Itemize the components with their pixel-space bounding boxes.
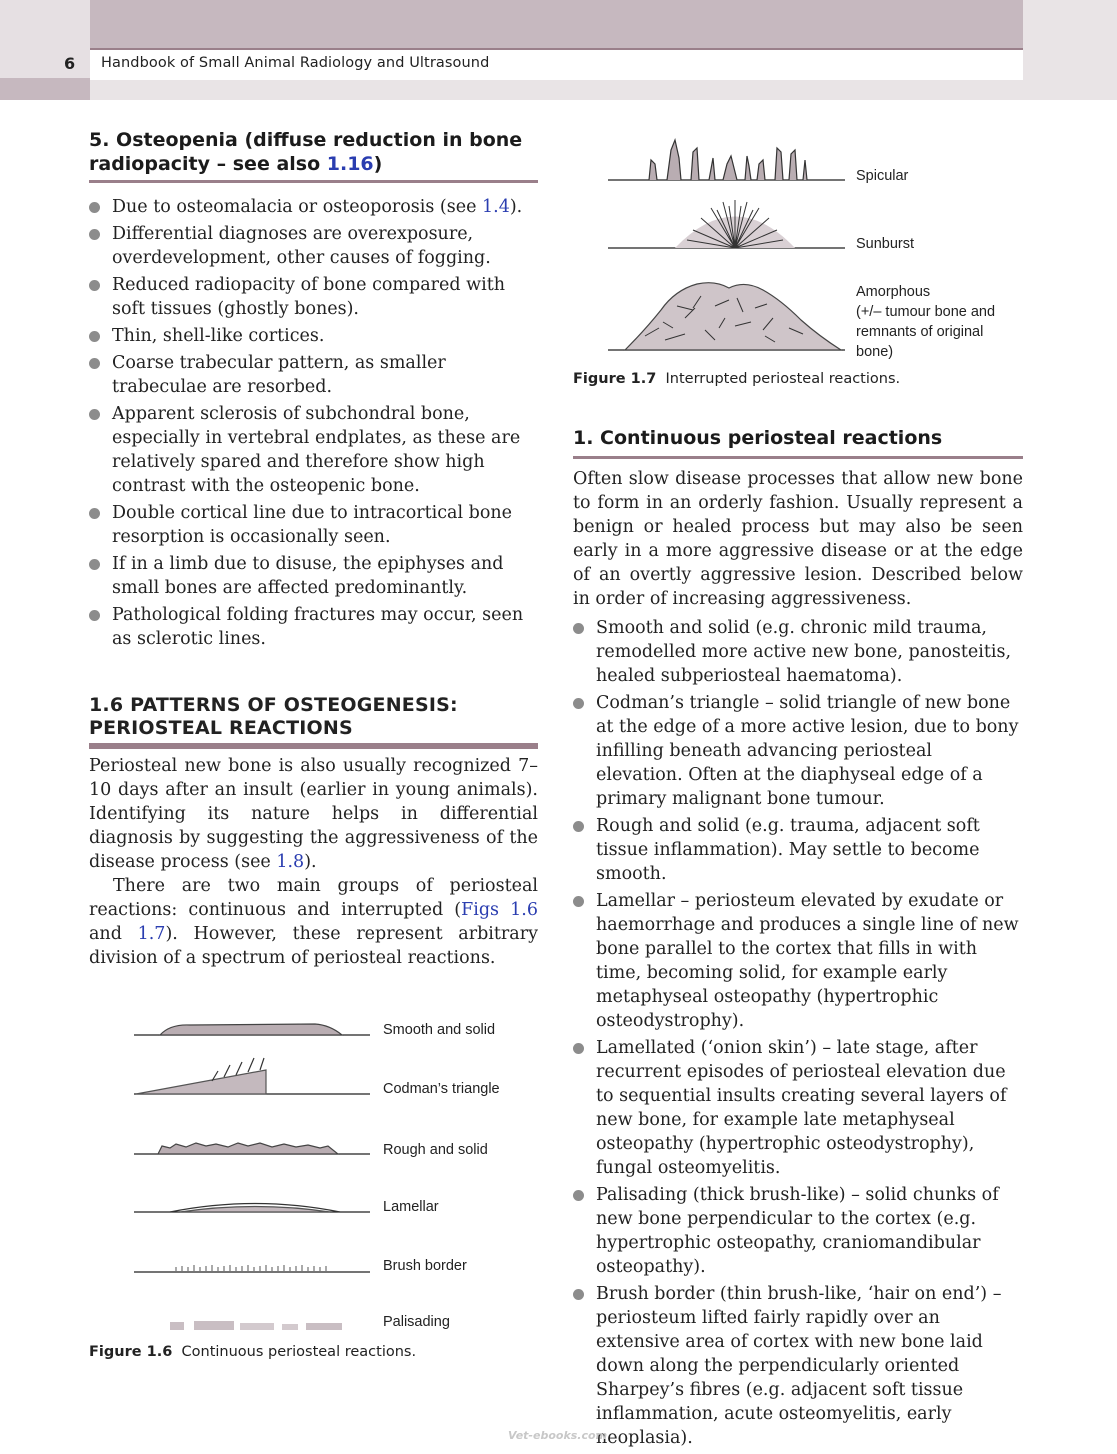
bullet-dot bbox=[573, 623, 584, 634]
header-rule bbox=[90, 48, 1023, 50]
list-item: Due to osteomalacia or osteoporosis (see 1.4). bbox=[89, 195, 538, 219]
xref-link[interactable]: 1.8 bbox=[276, 852, 305, 872]
osteopenia-heading-text: 5. Osteopenia (diffuse reduction in bone radiopacity – see also bbox=[89, 129, 523, 175]
bullet-dot bbox=[89, 559, 100, 570]
bullet-dot bbox=[89, 610, 100, 621]
list-item: Apparent sclerosis of subchondral bone, especially in vertebral endplates, as these are relatively spared and therefore show high contrast with the osteopenic bone. bbox=[89, 402, 538, 498]
list-item: Coarse trabecular pattern, as smaller trabeculae are resorbed. bbox=[89, 351, 538, 399]
figure-1-7-caption-number: Figure 1.7 bbox=[573, 371, 657, 387]
fig16-label-brush: Brush border bbox=[383, 1258, 467, 1274]
figure-1-7-caption bbox=[573, 371, 900, 387]
continuous-intro: Often slow disease processes that allow new bone to form in an orderly fashion. Usually represent a benign or healed process but may also be seen early in a more aggressive disease or at the edge of an overtly aggressive lesion. Described below in order of increasing aggressiveness. bbox=[573, 469, 1023, 609]
figure-1-6-caption-number: Figure 1.6 bbox=[89, 1344, 173, 1360]
section-heading-line1: 1.6 PATTERNS OF OSTEOGENESIS: bbox=[89, 694, 458, 716]
bullet-dot bbox=[573, 1190, 584, 1201]
list-item: Reduced radiopacity of bone compared with soft tissues (ghostly bones). bbox=[89, 273, 538, 321]
fig17-amorphous-line: (+/– tumour bone and bbox=[856, 304, 996, 320]
fig16-label-lamellar: Lamellar bbox=[383, 1199, 439, 1215]
list-item: Rough and solid (e.g. trauma, adjacent soft tissue inflammation). May settle to become smooth. bbox=[573, 814, 1023, 886]
header-right-band bbox=[1023, 0, 1117, 100]
osteopenia-bullet-list bbox=[89, 195, 538, 651]
fig16-label-codman: Codman’s triangle bbox=[383, 1081, 500, 1097]
running-title: Handbook of Small Animal Radiology and Ultrasound bbox=[101, 55, 490, 71]
header-left-band-accent bbox=[0, 78, 90, 100]
figure-1-6-illustration bbox=[130, 1015, 380, 1335]
right-column bbox=[573, 426, 1023, 1453]
fig16-label-smooth: Smooth and solid bbox=[383, 1022, 496, 1038]
osteopenia-heading-ref[interactable]: 1.16 bbox=[326, 153, 374, 175]
watermark: Vet-ebooks.com bbox=[508, 1429, 608, 1442]
list-item: If in a limb due to disuse, the epiphyses and small bones are affected predominantly. bbox=[89, 552, 538, 600]
continuous-heading: 1. Continuous periosteal reactions bbox=[573, 427, 943, 449]
header-bottom-band bbox=[90, 80, 1117, 100]
figure-1-6-caption bbox=[89, 1344, 416, 1360]
fig16-label-rough: Rough and solid bbox=[383, 1142, 488, 1158]
section-heading-rule bbox=[89, 743, 538, 749]
header-band bbox=[90, 0, 1023, 48]
bullet-dot bbox=[573, 698, 584, 709]
list-item: Palisading (thick brush-like) – solid chunks of new bone perpendicular to the cortex (e.g. hypertrophic osteopathy, craniomandibular osteopathy). bbox=[573, 1183, 1023, 1279]
figure-1-7-illustration bbox=[605, 130, 850, 355]
bullet-dot bbox=[573, 896, 584, 907]
list-item: Brush border (thin brush-like, ‘hair on end’) – periosteum lifted fairly rapidly over an extensive area of cortex with new bone laid down along the perpendicularly oriented Sharpey’s fibres (e.g. adjacent soft tissue inflammation, acute osteomyelitis, early neoplasia). bbox=[573, 1282, 1023, 1450]
section-paragraph-2: There are two main groups of periosteal reactions: continuous and interrupted (Figs 1.6 and 1.7). However, these represent arbitrary division of a spectrum of periosteal reactions. bbox=[89, 876, 538, 968]
fig17-label-spicular: Spicular bbox=[856, 168, 909, 184]
osteopenia-heading bbox=[89, 128, 538, 176]
bullet-dot bbox=[89, 358, 100, 369]
bullet-dot bbox=[89, 229, 100, 240]
list-item: Codman’s triangle – solid triangle of new bone at the edge of a more active lesion, due to bony infilling beneath advancing periosteal elevation. Often at the diaphyseal edge of a primary malignant bone tumour. bbox=[573, 691, 1023, 811]
figure-1-7-caption-text: Interrupted periosteal reactions. bbox=[665, 371, 901, 387]
bullet-dot bbox=[89, 202, 100, 213]
continuous-bullet-list bbox=[573, 616, 1023, 1450]
fig17-amorphous-line: remnants of original bbox=[856, 324, 984, 340]
section-paragraph-1: Periosteal new bone is also usually recognized 7–10 days after an insult (earlier in young animals). Identifying its nature helps in differential diagnosis by suggesting the aggressiveness of the disease process (see 1.8). bbox=[89, 756, 538, 872]
list-item: Differential diagnoses are overexposure, overdevelopment, other causes of fogging. bbox=[89, 222, 538, 270]
list-item: Double cortical line due to intracortical bone resorption is occasionally seen. bbox=[89, 501, 538, 549]
continuous-heading-rule bbox=[573, 456, 1023, 459]
bullet-dot bbox=[89, 280, 100, 291]
fig17-label-sunburst: Sunburst bbox=[856, 236, 915, 252]
bullet-dot bbox=[573, 1289, 584, 1300]
bullet-dot bbox=[89, 508, 100, 519]
xref-link[interactable]: Figs 1.6 bbox=[461, 900, 538, 920]
list-item: Lamellar – periosteum elevated by exudate or haemorrhage and produces a single line of new bone parallel to the cortex that fills in with time, becoming solid, for example early metaphyseal osteopathy (hypertrophic osteodystrophy). bbox=[573, 889, 1023, 1033]
section-heading bbox=[89, 694, 538, 740]
fig16-label-palisading: Palisading bbox=[383, 1314, 450, 1330]
bullet-dot bbox=[89, 331, 100, 342]
page-number: 6 bbox=[64, 54, 76, 73]
fig17-amorphous-line: bone) bbox=[856, 344, 894, 360]
list-item: Pathological folding fractures may occur, seen as sclerotic lines. bbox=[89, 603, 538, 651]
bullet-dot bbox=[573, 1043, 584, 1054]
bullet-dot bbox=[89, 409, 100, 420]
list-item: Thin, shell-like cortices. bbox=[89, 324, 538, 348]
bullet-dot bbox=[573, 821, 584, 832]
xref-link[interactable]: 1.4 bbox=[482, 197, 510, 217]
fig17-label-amorphous bbox=[856, 282, 995, 362]
section-heading-line2: PERIOSTEAL REACTIONS bbox=[89, 717, 353, 739]
list-item: Lamellated (‘onion skin’) – late stage, after recurrent episodes of periosteal elevation due to sequential insults creating several layers of new bone, for example late metaphyseal osteopathy (hypertrophic osteodystrophy), fungal osteomyelitis. bbox=[573, 1036, 1023, 1180]
list-item: Smooth and solid (e.g. chronic mild trauma, remodelled more active new bone, panosteitis, healed subperiosteal haematoma). bbox=[573, 616, 1023, 688]
left-column bbox=[89, 128, 538, 970]
fig17-amorphous-line: Amorphous bbox=[856, 284, 931, 300]
osteopenia-heading-rule bbox=[89, 180, 538, 183]
xref-link[interactable]: 1.7 bbox=[137, 924, 166, 944]
figure-1-6-caption-text: Continuous periosteal reactions. bbox=[181, 1344, 417, 1360]
osteopenia-heading-close: ) bbox=[373, 153, 383, 175]
